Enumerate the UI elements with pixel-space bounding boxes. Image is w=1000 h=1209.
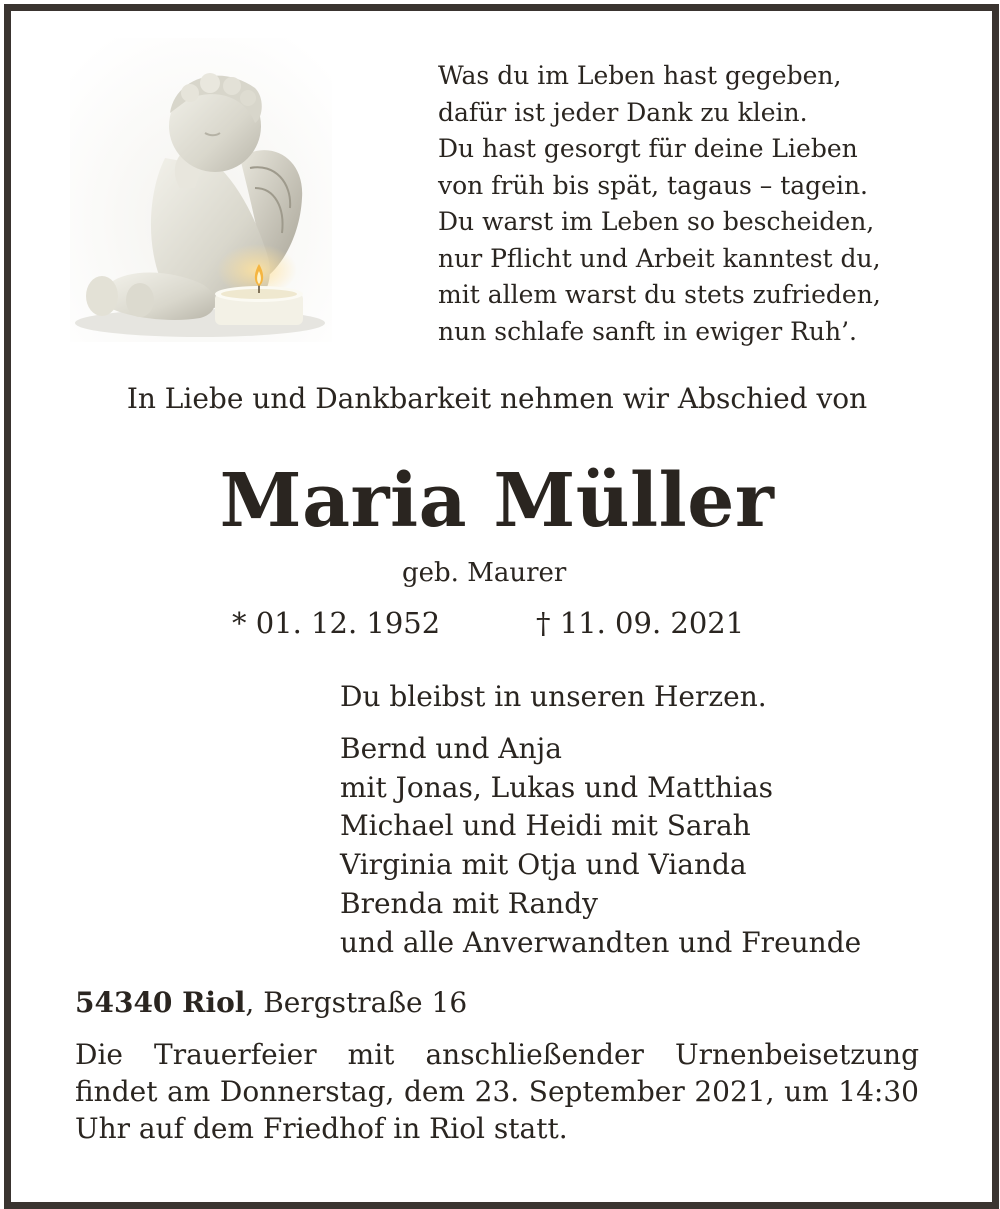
poem-line: Du warst im Leben so bescheiden, bbox=[438, 207, 875, 236]
birth-date: * 01. 12. 1952 bbox=[232, 606, 441, 640]
family-line: mit Jonas, Lukas und Matthias bbox=[340, 770, 774, 804]
death-date: † 11. 09. 2021 bbox=[536, 606, 745, 640]
poem-line: Du hast gesorgt für deine Lieben bbox=[438, 134, 858, 163]
poem-line: nun schlafe sanft in ewiger Ruh’. bbox=[438, 316, 858, 346]
family-line: Michael und Heidi mit Sarah bbox=[340, 809, 751, 843]
ceremony-notice: Die Trauerfeier mit anschließender Urnenbeisetzung findet am Donnerstag, dem 23. September 2021, um 14:30 Uhr auf dem Friedhof in Riol statt. bbox=[75, 1038, 919, 1145]
poem bbox=[438, 58, 958, 350]
family-line: und alle Anverwandten und Freunde bbox=[340, 925, 862, 959]
family-line: Brenda mit Randy bbox=[340, 886, 598, 920]
maiden-name: geb. Maurer bbox=[402, 558, 567, 588]
poem-line: dafür ist jeder Dank zu klein. bbox=[438, 97, 808, 127]
address bbox=[75, 986, 467, 1019]
poem-line: nur Pflicht und Arbeit kanntest du, bbox=[438, 243, 881, 273]
poem-line: von früh bis spät, tagaus – tagein. bbox=[438, 170, 869, 200]
family-line: Virginia mit Otja und Vianda bbox=[340, 848, 747, 882]
poem-line: mit allem warst du stets zufrieden, bbox=[438, 280, 881, 309]
farewell-text: Du bleibst in unseren Herzen. bbox=[340, 680, 767, 713]
intro-text: In Liebe und Dankbarkeit nehmen wir Abschied von bbox=[126, 382, 868, 415]
family-line: Bernd und Anja bbox=[340, 732, 562, 765]
address-place: 54340 Riol bbox=[75, 986, 246, 1019]
deceased-name: Maria Müller bbox=[219, 458, 775, 544]
angel-candle-image bbox=[70, 38, 332, 342]
family-list bbox=[340, 730, 861, 962]
address-street: , Bergstraße 16 bbox=[245, 986, 468, 1019]
poem-line: Was du im Leben hast gegeben, bbox=[438, 61, 842, 90]
